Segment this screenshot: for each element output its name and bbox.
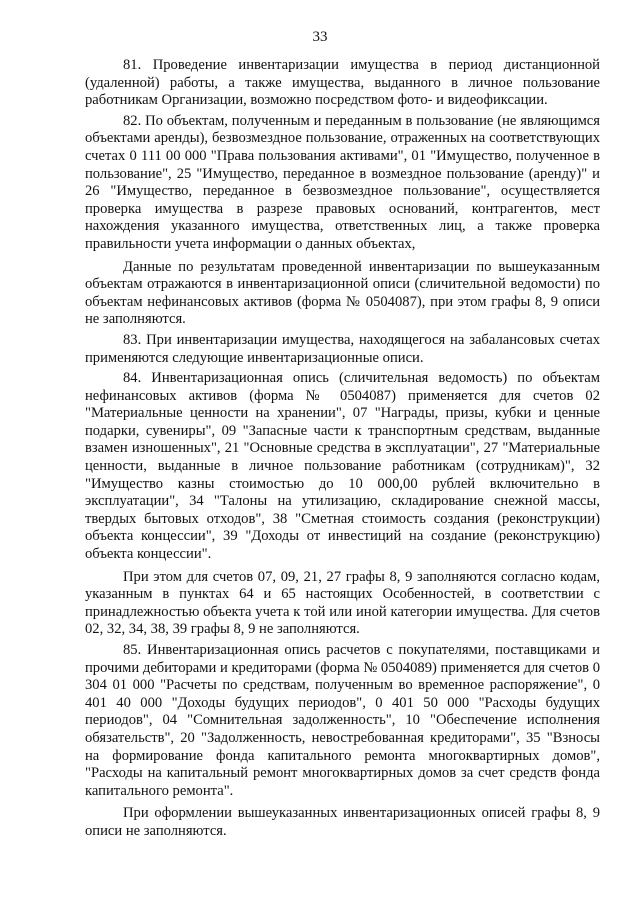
paragraph-82-results: Данные по результатам проведенной инвентаризации по вышеуказанным объектам отражаются в инвентаризационной описи (сличительной ведомости) по объектам нефинансовых активов (форма № 0504087), при этом графы 8, 9 описи не заполняются. [85, 258, 600, 328]
paragraph-81: 81. Проведение инвентаризации имущества в период дистанционной (удаленной) работы, а также имущества, выданного в личное пользование работникам Организации, возможно посредством фото- и видеофиксации. [85, 57, 600, 109]
paragraph-84: 84. Инвентаризационная опись (сличительная ведомость) по объектам нефинансовых активов (форма № 0504087) применяется для счетов 02 "Материальные ценности на хранении", 07 "Награды, призы, кубки и ценные подарки, сувениры", 09 "Запасные части к транспортным средствам, выданные взамен изношенных", 21 "Основные средства в эксплуатации", 27 "Материальные ценности, выданные в личное пользование работникам (сотрудникам)", 32 "Имущество казны стоимостью до 10 000,00 рублей включительно в эксплуатации", 34 "Талоны на утилизацию, складирование снежной массы, твердых бытовых отходов", 38 "Сметная стоимость создания (реконструкции) объекта концессии", 39 "Доходы от инвестиций на создание (реконструкцию) объекта концессии". [85, 370, 600, 563]
paragraph-83: 83. При инвентаризации имущества, находящегося на забалансовых счетах применяются следующие инвентаризационные описи. [85, 331, 600, 366]
paragraph-85-note: При оформлении вышеуказанных инвентаризационных описей графы 8, 9 описи не заполняются. [85, 805, 600, 839]
paragraph-85: 85. Инвентаризационная опись расчетов с покупателями, поставщиками и прочими дебиторами и кредиторами (форма № 0504089) применяется для счетов 0 304 01 000 "Расчеты по средствам, полученным во временное распоряжение", 0 401 40 000 "Доходы будущих периодов", 0 401 50 000 "Расходы будущих периодов", 04 "Сомнительная задолженность", 10 "Обеспечение исполнения обязательств", 20 "Задолженность, невостребованная кредиторами", 35 "Взносы на формирование фонда капитального ремонта многоквартирных домов", "Расходы на капитальный ремонт многоквартирных домов за счет средств фонда капитального ремонта". [85, 642, 600, 799]
page-number: 33 [312, 29, 328, 45]
paragraph-82: 82. По объектам, полученным и переданным в пользование (не являющимся объектами аренды), безвозмездное пользование, отраженных на соответствующих счетах 0 111 00 000 "Права пользования активами", 01 "Имущество, полученное в пользование", 25 "Имущество, переданное в возмездное пользование (аренду)" и 26 "Имущество, переданное в безвозмездное пользование", осуществляется проверка имущества в разрезе правовых оснований, контрагентов, мест нахождения указанного имущества, ответственных лиц, а также проверка правильности учета информации о данных объектах, [85, 112, 600, 252]
paragraph-84-note: При этом для счетов 07, 09, 21, 27 графы 8, 9 заполняются согласно кодам, указанным в пунктах 64 и 65 настоящих Особенностей, в соответствии с принадлежностью объекта учета к той или иной категории имущества. Для счетов 02, 32, 34, 38, 39 графы 8, 9 не заполняются. [85, 568, 600, 638]
document-body [85, 57, 600, 844]
